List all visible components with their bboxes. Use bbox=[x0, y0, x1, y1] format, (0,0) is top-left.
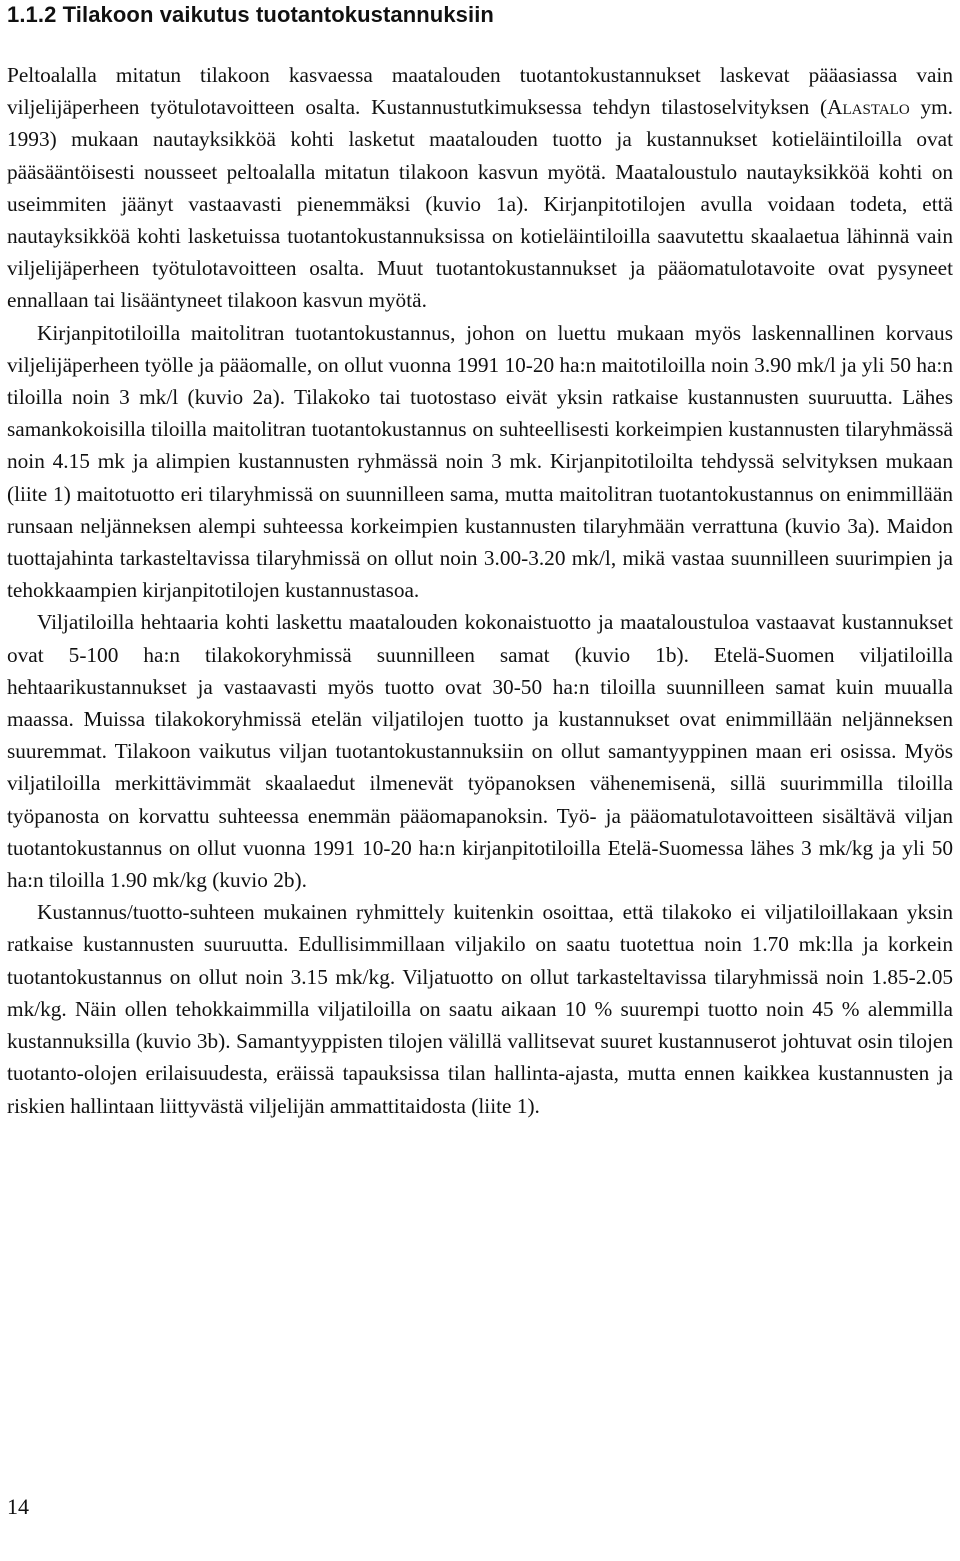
paragraph-4: Kustannus/tuotto-suhteen mukainen ryhmittely kuitenkin osoittaa, että tilakoko ei viljatiloillakaan yksin ratkaise kustannusten suuruutta. Edullisimmillaan viljakilo on saatu tuotettua noin 1.70 mk:lla ja korkein tuotantokustannus on ollut noin 3.15 mk/kg. Viljatuotto on ollut tarkasteltavissa tilaryhmissä noin 1.85-2.05 mk/kg. Näin ollen tehokkaimmilla viljatiloilla on saatu aikaan 10 % suurempi tuotto noin 45 % alemmilla kustannuksilla (kuvio 3b). Samantyyppisten tilojen välillä vallitsevat suuret kustannuserot johtuvat osin tilojen tuotanto-olojen erilaisuudesta, eräissä tapauksissa tilan hallinta-ajasta, mutta ennen kaikkea kustannusten ja riskien hallintaan liittyvästä viljelijän ammattitaidosta (liite 1). bbox=[7, 900, 953, 1118]
document-page bbox=[7, 0, 953, 1122]
section-heading: 1.1.2 Tilakoon vaikutus tuotantokustannuksiin bbox=[7, 2, 494, 27]
body-text bbox=[7, 59, 953, 1122]
paragraph-1-text-a: Peltoalalla mitatun tilakoon kasvaessa maatalouden tuotantokustannukset laskevat pääasiassa vain viljelijäperheen työtulotavoitteen osalta. Kustannustutkimuksessa tehdyn tilastoselvityksen ( bbox=[7, 63, 953, 120]
paragraph-1-text-b: ym. 1993) mukaan nautayksikköä kohti lasketut maatalouden tuotto ja kustannukset kotieläintiloilla ovat pääsääntöisesti nousseet peltoalalla mitatun tilakoon kasvun myötä. Maataloustulo nautayksikköä kohti on useimmiten jäänyt vastaavasti pienemmäksi (kuvio 1a). Kirjanpitotilojen avulla voidaan todeta, että nautayksikköä kohti lasketuissa tuotantokustannuksissa on kotieläintiloilla saavutettu skaalaetua lähinnä vain viljelijäperheen työtulotavoitteen osalta. Muut tuotantokustannukset ja pääomatulotavoite ovat pysyneet ennallaan tai lisääntyneet tilakoon kasvun myötä. bbox=[7, 95, 953, 313]
page-number: 14 bbox=[7, 1494, 29, 1519]
author-citation: Alastalo bbox=[827, 95, 910, 120]
paragraph-1 bbox=[7, 59, 953, 317]
paragraph-3: Viljatiloilla hehtaaria kohti laskettu maatalouden kokonaistuotto ja maataloustuloa vastaavat kustannukset ovat 5-100 ha:n tilakokoryhmissä suunnilleen samat (kuvio 1b). Etelä-Suomen viljatiloilla hehtaarikustannukset ja vastaavasti myös tuotto ovat 30-50 ha:n tiloilla suunnilleen samat kuin muualla maassa. Muissa tilakokoryhmissä etelän viljatilojen tuotto ja kustannukset ovat enimmillään neljänneksen suuremmat. Tilakoon vaikutus viljan tuotantokustannuksiin on ollut samantyyppinen maan eri osissa. Myös viljatiloilla merkittävimmät skaalaedut ilmenevät työpanoksen vähenemisenä, sillä suurimmilla tiloilla työpanosta on korvattu suhteessa enemmän pääomapanoksin. Työ- ja pääomatulotavoitteen sisältävä viljan tuotantokustannus on ollut vuonna 1991 10-20 ha:n kirjanpitotiloilla Etelä-Suomessa lähes 3 mk/kg ja yli 50 ha:n tiloilla 1.90 mk/kg (kuvio 2b). bbox=[7, 610, 953, 893]
paragraph-2: Kirjanpitotiloilla maitolitran tuotantokustannus, johon on luettu mukaan myös laskennallinen korvaus viljelijäperheen työlle ja pääomalle, on ollut vuonna 1991 10-20 ha:n maitotiloilla noin 3.90 mk/l ja yli 50 ha:n tiloilla noin 3 mk/l (kuvio 2a). Tilakoko tai tuotostaso eivät yksin ratkaise kustannusten suuruutta. Lähes samankokoisilla tiloilla maitolitran tuotantokustannus on suhteellisesti korkeimpien kustannusten tilaryhmässä noin 4.15 mk ja alimpien kustannusten ryhmässä noin 3 mk. Kirjanpitotiloilta tehdyssä selvityksen mukaan (liite 1) maitotuotto eri tilaryhmissä on suunnilleen sama, mutta maitolitran tuotantokustannus on enimmillään runsaan neljänneksen alempi suhteessa korkeimpien kustannusten tilaryhmään verrattuna (kuvio 3a). Maidon tuottajahinta tarkasteltavissa tilaryhmissä on ollut noin 3.00-3.20 mk/l, mikä vastaa suunnilleen suurimpien ja tehokkaampien kirjanpitotilojen kustannustasoa. bbox=[7, 320, 953, 603]
